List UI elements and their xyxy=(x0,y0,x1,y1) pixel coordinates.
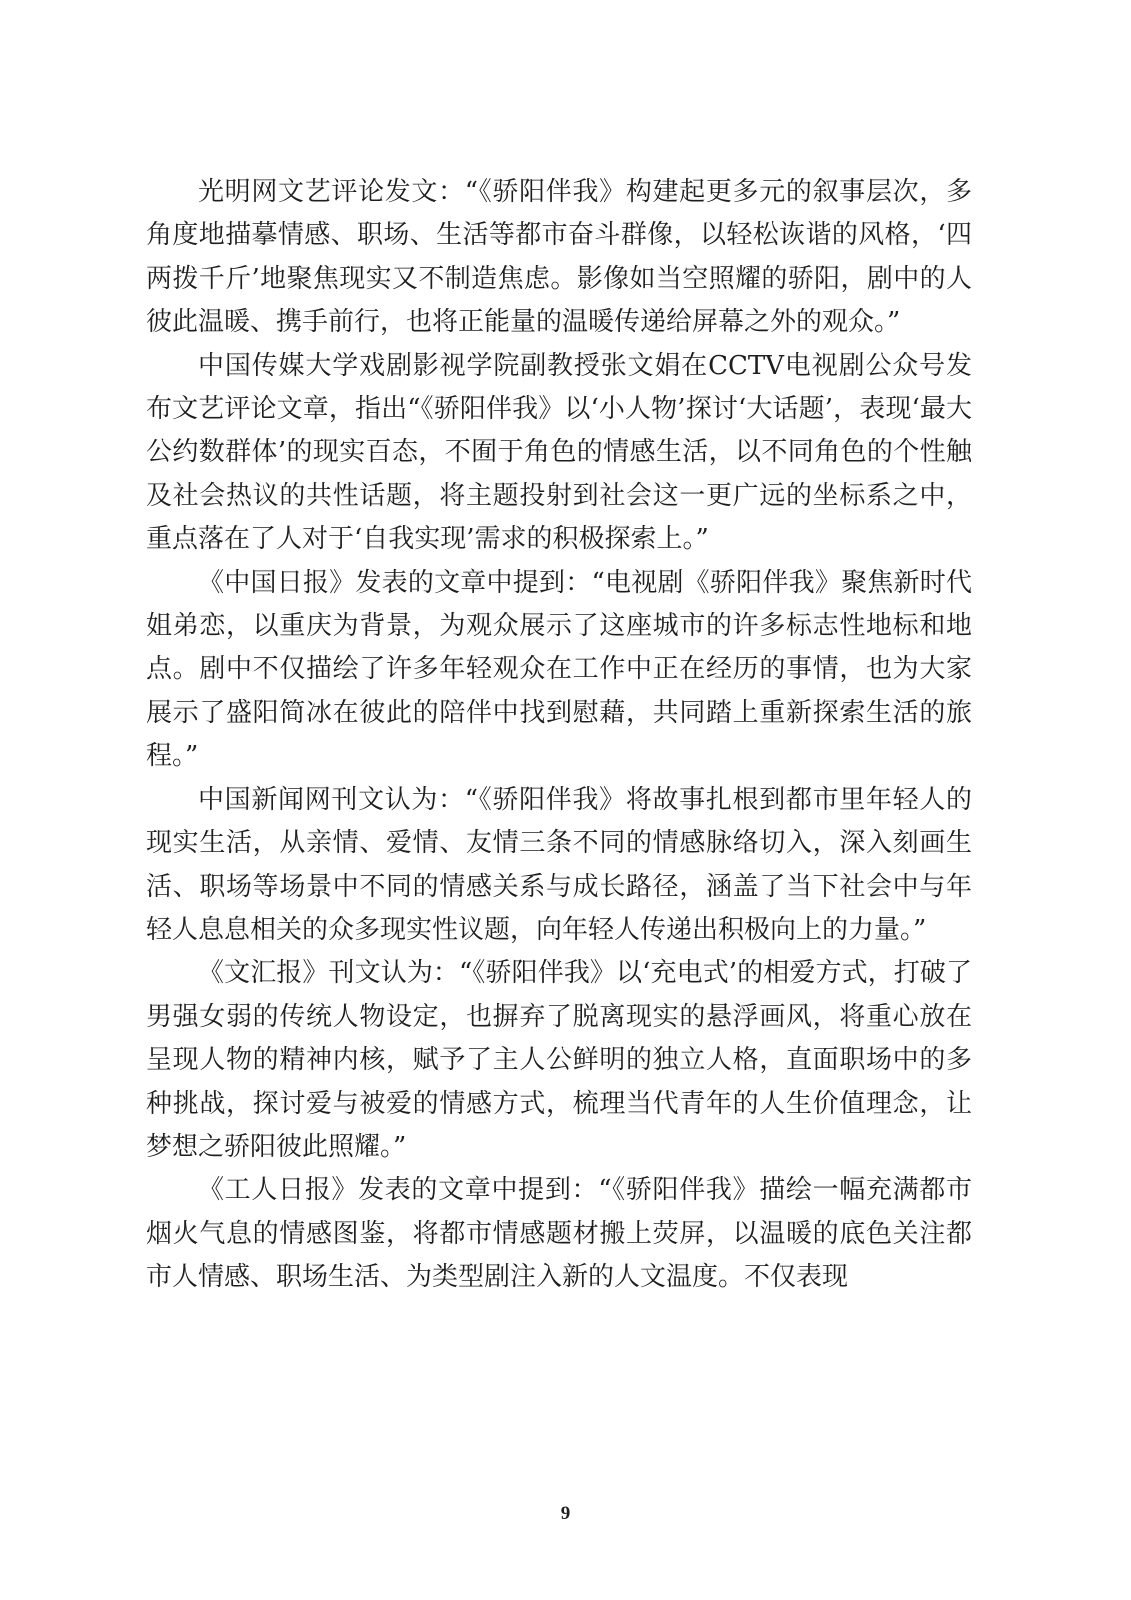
paragraph-china-daily: 《中国日报》发表的文章中提到：“电视剧《骄阳伴我》聚焦新时代姐弟恋，以重庆为背景，为观众展示了这座城市的许多标志性地标和地点。剧中不仅描绘了许多年轻观众在工作中正在经历的事情，也为大家展示了盛阳简冰在彼此的陪伴中找到慰藉，共同踏上重新探索生活的旅程。” xyxy=(146,567,972,772)
paragraph-cuc-review: 中国传媒大学戏剧影视学院副教授张文娟在CCTV电视剧公众号发布文艺评论文章，指出“《骄阳伴我》以‘小人物’探讨‘大话题’，表现‘最大公约数群体’的现实百态，不囿于角色的情感生活，以不同角色的个性触及社会热议的共性话题，将主题投射到社会这一更广远的坐标系之中，重点落在了人对于‘自我实现’需求的积极探索上。” xyxy=(146,350,972,555)
page-number: 9 xyxy=(560,1503,571,1524)
paragraph-wenhui: 《文汇报》刊文认为：“《骄阳伴我》以‘充电式’的相爱方式，打破了男强女弱的传统人物设定，也摒弃了脱离现实的悬浮画风，将重心放在呈现人物的精神内核，赋予了主人公鲜明的独立人格，直面职场中的多种挑战，探讨爱与被爱的情感方式，梳理当代青年的人生价值理念，让梦想之骄阳彼此照耀。” xyxy=(146,958,972,1162)
paragraph-guangming: 光明网文艺评论发文：“《骄阳伴我》构建起更多元的叙事层次，多角度地描摹情感、职场、生活等都市奋斗群像，以轻松诙谐的风格，‘四两拨千斤’地聚焦现实又不制造焦虑。影像如当空照耀的骄阳，剧中的人彼此温暖、携手前行，也将正能量的温暖传递给屏幕之外的观众。” xyxy=(146,177,972,338)
paragraph-china-news: 中国新闻网刊文认为：“《骄阳伴我》将故事扎根到都市里年轻人的现实生活，从亲情、爱情、友情三条不同的情感脉络切入，深入刻画生活、职场等场景中不同的情感关系与成长路径，涵盖了当下社会中与年轻人息息相关的众多现实性议题，向年轻人传递出积极向上的力量。” xyxy=(146,784,972,945)
document-body xyxy=(146,171,972,1300)
paragraph-workers-daily: 《工人日报》发表的文章中提到：“《骄阳伴我》描绘一幅充满都市烟火气息的情感图鉴，将都市情感题材搬上荧屏，以温暖的底色关注都市人情感、职场生活、为类型剧注入新的人文温度。不仅表现 xyxy=(146,1175,972,1293)
